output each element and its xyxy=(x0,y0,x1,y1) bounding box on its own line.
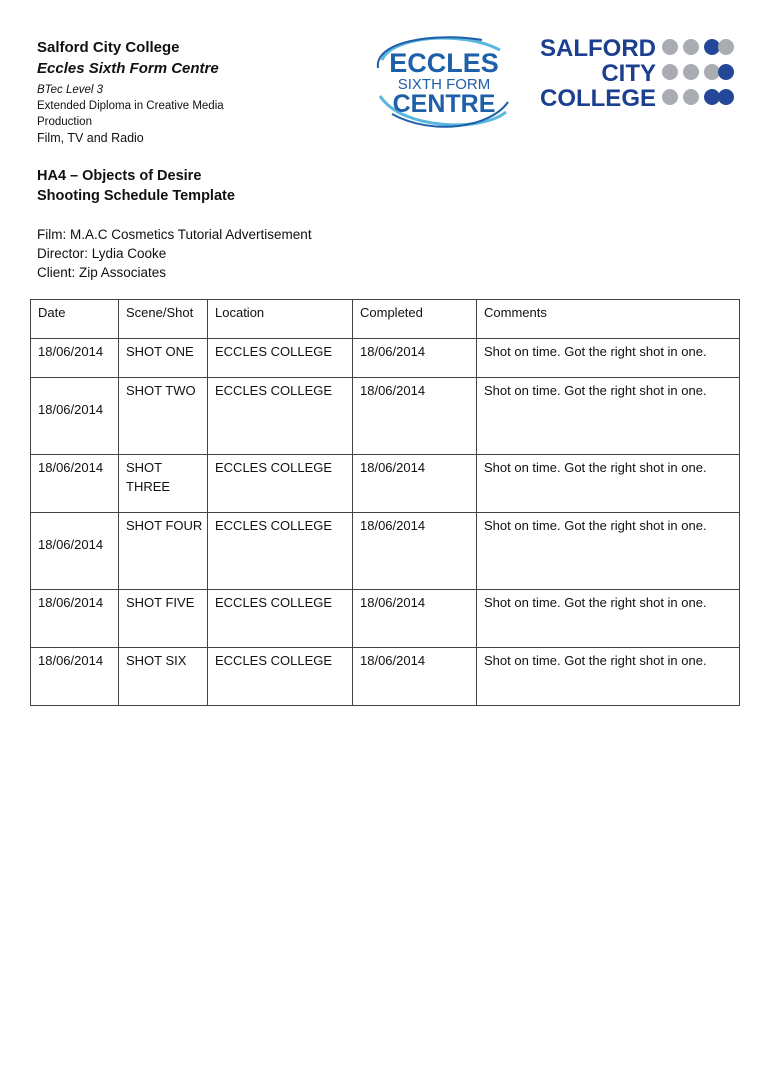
logo-dots xyxy=(662,39,734,105)
table-row xyxy=(31,455,740,513)
cell-comments: Shot on time. Got the right shot in one. xyxy=(477,455,740,513)
header-completed: Completed xyxy=(353,300,477,339)
cell-comments: Shot on time. Got the right shot in one. xyxy=(477,513,740,590)
eccles-logo-line1: ECCLES xyxy=(389,48,499,78)
cell-comments: Shot on time. Got the right shot in one. xyxy=(477,339,740,378)
cell-date: 18/06/2014 xyxy=(31,455,119,513)
document-header xyxy=(37,38,367,147)
shooting-schedule-table xyxy=(30,299,740,706)
document-titles xyxy=(37,166,235,206)
cell-completed: 18/06/2014 xyxy=(353,339,477,378)
cell-completed: 18/06/2014 xyxy=(353,590,477,648)
table-row xyxy=(31,648,740,706)
cell-date: 18/06/2014 xyxy=(31,513,119,590)
cell-location: ECCLES COLLEGE xyxy=(208,513,353,590)
document-title: Shooting Schedule Template xyxy=(37,188,235,204)
cell-shot: SHOT THREE xyxy=(119,455,208,513)
course-name-line2: Production xyxy=(37,116,92,128)
client-name: Client: Zip Associates xyxy=(37,265,167,280)
salford-logo-line3: COLLEGE xyxy=(540,85,656,112)
cell-comments: Shot on time. Got the right shot in one. xyxy=(477,378,740,455)
salford-city-college-logo xyxy=(540,34,735,114)
cell-shot: SHOT SIX xyxy=(119,648,208,706)
course-level: BTec Level 3 xyxy=(37,84,104,96)
cell-comments: Shot on time. Got the right shot in one. xyxy=(477,590,740,648)
eccles-logo-line3: CENTRE xyxy=(392,90,496,118)
cell-shot: SHOT TWO xyxy=(119,378,208,455)
salford-logo-line1: SALFORD xyxy=(540,35,656,62)
cell-location: ECCLES COLLEGE xyxy=(208,378,353,455)
cell-location: ECCLES COLLEGE xyxy=(208,590,353,648)
cell-completed: 18/06/2014 xyxy=(353,378,477,455)
cell-shot: SHOT FOUR xyxy=(119,513,208,590)
unit-title: HA4 – Objects of Desire xyxy=(37,168,202,184)
table-row xyxy=(31,513,740,590)
course-name-line1: Extended Diploma in Creative Media xyxy=(37,100,224,112)
cell-location: ECCLES COLLEGE xyxy=(208,648,353,706)
cell-shot: SHOT FIVE xyxy=(119,590,208,648)
table-header-row xyxy=(31,300,740,339)
eccles-logo-line2: SIXTH FORM xyxy=(397,76,491,93)
cell-location: ECCLES COLLEGE xyxy=(208,339,353,378)
film-name: Film: M.A.C Cosmetics Tutorial Advertisement xyxy=(37,227,312,242)
eccles-sixth-form-logo xyxy=(372,32,512,132)
centre-name: Eccles Sixth Form Centre xyxy=(37,60,219,77)
header-location: Location xyxy=(208,300,353,339)
table-row xyxy=(31,339,740,378)
cell-date: 18/06/2014 xyxy=(31,339,119,378)
production-details xyxy=(37,225,312,282)
table-row xyxy=(31,590,740,648)
cell-date: 18/06/2014 xyxy=(31,378,119,455)
cell-date: 18/06/2014 xyxy=(31,648,119,706)
cell-shot: SHOT ONE xyxy=(119,339,208,378)
salford-logo-line2: CITY xyxy=(601,60,656,87)
header-comments: Comments xyxy=(477,300,740,339)
cell-location: ECCLES COLLEGE xyxy=(208,455,353,513)
director-name: Director: Lydia Cooke xyxy=(37,246,167,261)
header-date: Date xyxy=(31,300,119,339)
course-pathway: Film, TV and Radio xyxy=(37,131,144,145)
cell-completed: 18/06/2014 xyxy=(353,513,477,590)
table-row xyxy=(31,378,740,455)
cell-date: 18/06/2014 xyxy=(31,590,119,648)
cell-completed: 18/06/2014 xyxy=(353,648,477,706)
cell-completed: 18/06/2014 xyxy=(353,455,477,513)
college-name: Salford City College xyxy=(37,39,180,56)
cell-comments: Shot on time. Got the right shot in one. xyxy=(477,648,740,706)
header-scene-shot: Scene/Shot xyxy=(119,300,208,339)
